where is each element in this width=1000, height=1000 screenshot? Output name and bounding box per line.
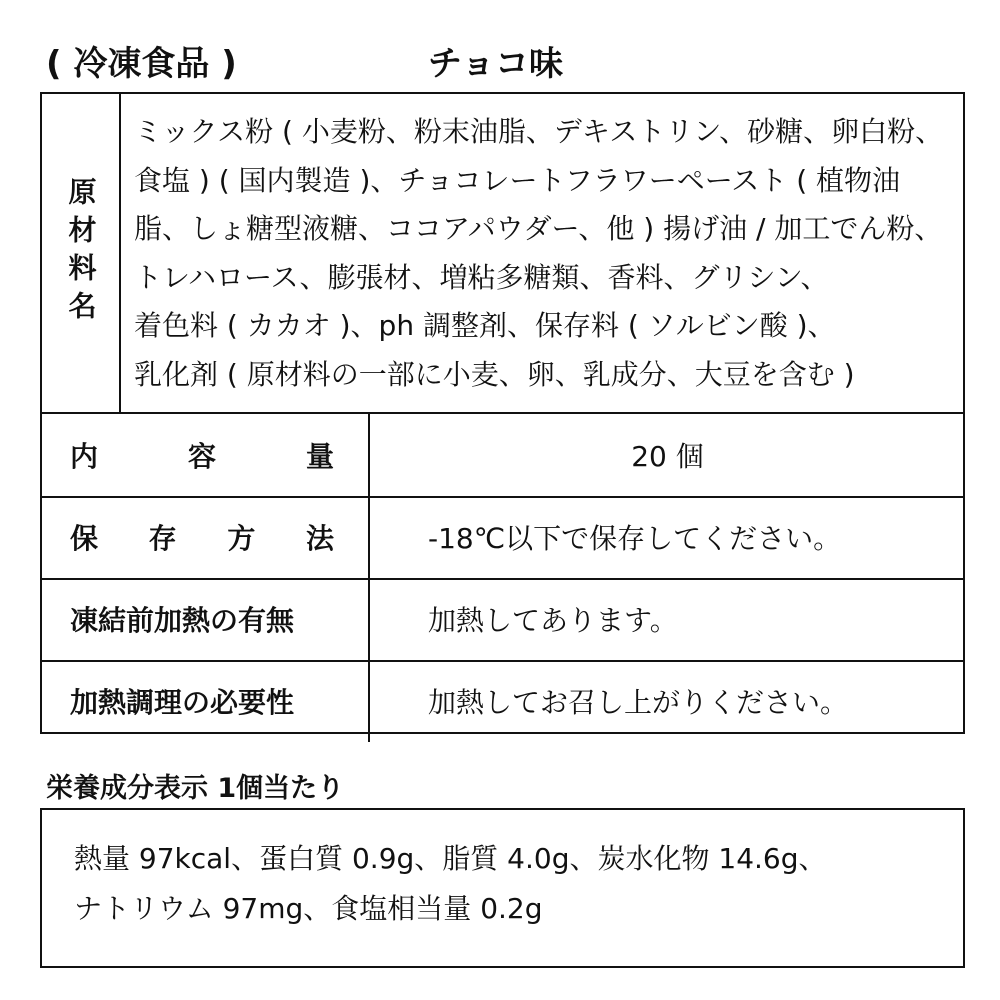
ingredients-line: 脂、しょ糖型液糖、ココアパウダー、他 ) 揚げ油 / 加工でん粉、 [134, 212, 943, 245]
ingredients-line: 乳化剤 ( 原材料の一部に小麦、卵、乳成分、大豆を含む ) [134, 357, 855, 391]
nutrition-title: 栄養成分表示 1個当たり [46, 773, 345, 804]
content-label-char: 量 [305, 440, 334, 473]
storage-label-char: 法 [305, 522, 334, 555]
cooking-row [42, 660, 963, 742]
nutrition-line: ナトリウム 97mg、食塩相当量 0.2g [74, 892, 543, 925]
ingredients-line: 食塩 ) ( 国内製造 )、チョコレートフラワーペースト ( 植物油 [134, 163, 901, 197]
content-row [42, 414, 963, 498]
nutrition-line: 熱量 97kcal、蛋白質 0.9g、脂質 4.0g、炭水化物 14.6g、 [74, 842, 827, 875]
content-label [42, 414, 370, 496]
cooking-value: 加熱してお召し上がりください。 [428, 686, 849, 719]
storage-row [42, 496, 963, 580]
ingredients-line: 着色料 ( カカオ )、ph 調整剤、保存料 ( ソルビン酸 )、 [134, 309, 836, 342]
flavor-heading: チョコ味 [428, 44, 563, 84]
content-label-char: 容 [187, 440, 216, 473]
storage-label [42, 496, 370, 578]
storage-value: -18℃以下で保存してください。 [428, 522, 842, 555]
storage-label-char: 存 [148, 522, 177, 555]
content-label-char: 内 [70, 440, 99, 473]
ingredients-line: ミックス粉 ( 小麦粉、粉末油脂、デキストリン、砂糖、卵白粉、 [134, 115, 944, 148]
ingredients-label-cell [42, 94, 121, 412]
ingredients-label: 原材料名 [64, 177, 98, 329]
category-heading: ( 冷凍食品 ) [46, 44, 237, 84]
ingredients-line: トレハロース、膨張材、増粘多糖類、香料、グリシン、 [134, 260, 829, 294]
nutrition-box [40, 808, 965, 968]
preheat-value: 加熱してあります。 [428, 604, 678, 637]
preheat-label: 凍結前加熱の有無 [42, 578, 370, 660]
ingredients-text [134, 108, 956, 399]
ingredients-row [42, 94, 963, 414]
storage-label-char: 方 [227, 522, 256, 555]
nutrition-text [74, 834, 827, 934]
content-value: 20 個 [631, 440, 704, 473]
preheat-row [42, 578, 963, 662]
storage-label-char: 保 [70, 522, 99, 555]
cooking-label: 加熱調理の必要性 [42, 660, 370, 742]
food-label-table [40, 92, 965, 734]
